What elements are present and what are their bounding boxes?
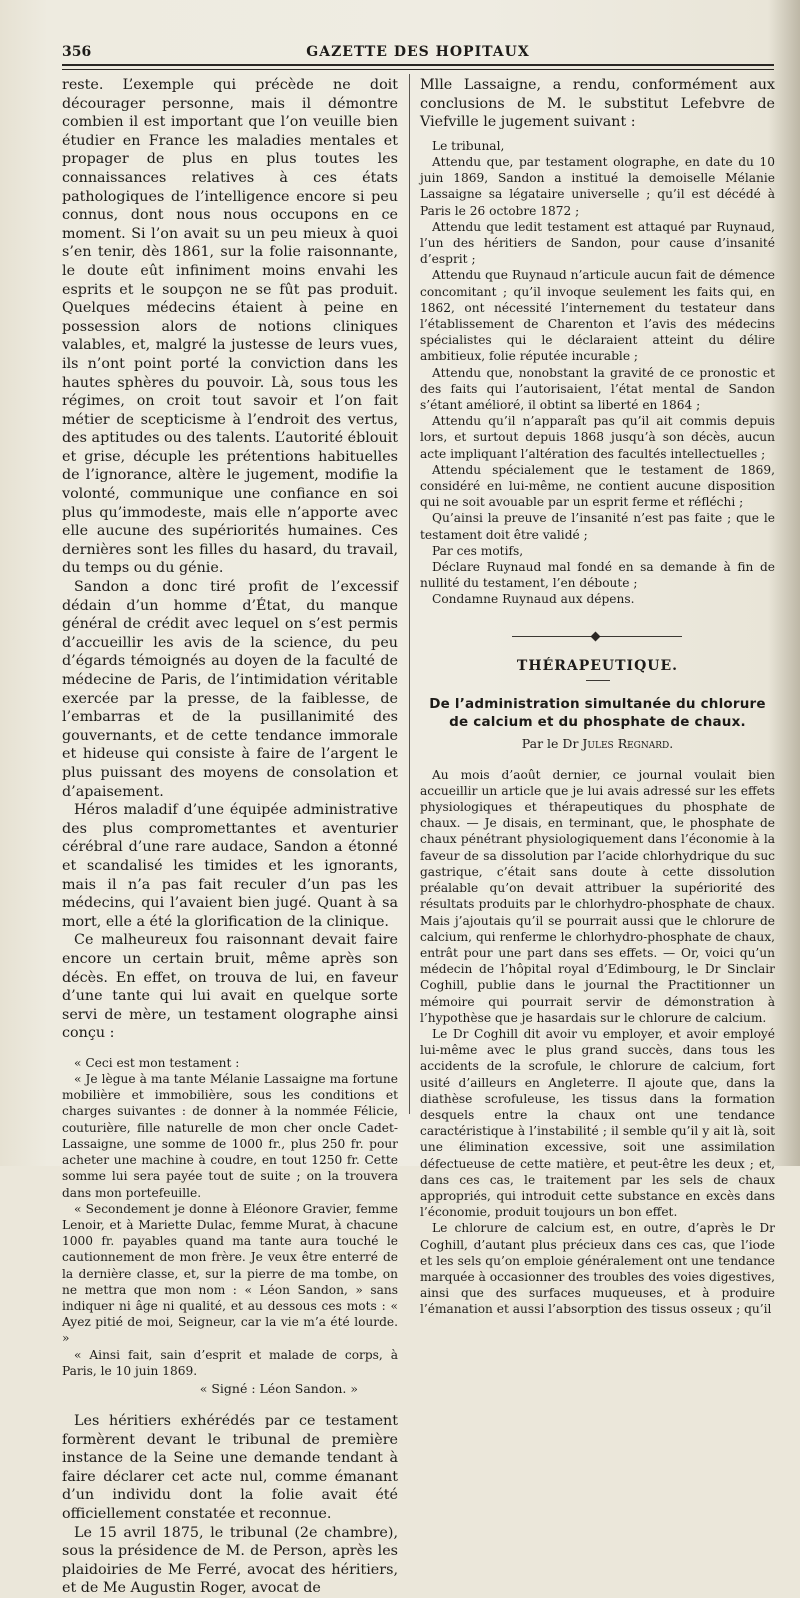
paragraph: Ce malheureux fou raisonnant devait faire encore un certain bruit, même après son décès. En effet, on trouva de lui, en faveur d’une tante qui lui avait en quelque sorte servi de mère, un testament olographe ainsi conçu : bbox=[62, 932, 398, 1042]
ornament-diamond-icon bbox=[591, 631, 601, 641]
testament-quote: « Ainsi fait, sain d’esprit et malade de corps, à Paris, le 10 juin 1869. bbox=[62, 1347, 398, 1378]
article-title: De l’administration simultanée du chlorure de calcium et du phosphate de chaux. bbox=[429, 695, 766, 730]
paragraph: Les héritiers exhérédés par ce testament formèrent devant le tribunal de première instance de la Seine une demande tendant à faire déclarer cet acte nul, comme émanant d’un individu dont la folie avait été officiellement constatée et reconnue. bbox=[62, 1412, 398, 1522]
paragraph: Le 15 avril 1875, le tribunal (2e chambre), sous la présidence de M. de Person, après les plaidoiries de Me Ferré, avocat des héritiers, et de Me Augustin Roger, avocat de bbox=[62, 1524, 398, 1597]
judgment-line: Attendu que, nonobstant la gravité de ce pronostic et des faits qui l’autorisaient, l’état mental de Sandon s’étant amélioré, il obtint sa liberté en 1864 ; bbox=[420, 365, 775, 413]
right-column bbox=[420, 76, 775, 1318]
left-column bbox=[62, 76, 398, 1598]
running-title: GAZETTE DES HOPITAUX bbox=[306, 44, 530, 60]
byline-prefix: Par le Dr bbox=[521, 735, 579, 751]
paragraph: Le chlorure de calcium est, en outre, d’après le Dr Coghill, d’autant plus précieux dans ces cas, que l’iode et les sels qu’on emploie généralement ont une tendance marquée à occasionner des troubles des voies digestives, ainsi que des surfaces muqueuses, et à produire l’émanation et aussi l’absorption des tissus osseux ; qu’il bbox=[420, 1221, 775, 1317]
column-divider bbox=[409, 74, 410, 1114]
section-title: THÉRAPEUTIQUE. bbox=[516, 657, 679, 674]
paragraph: reste. L’exemple qui précède ne doit décourager personne, mais il démontre combien il est important que l’on veuille bien étudier en France les maladies mentales et propager de plus en plus toutes les connaissances relatives à ces états pathologiques de l’intelligence encore si peu connus, dont nous nous occupons en ce moment. Si l’on avait su un peu mieux à quoi s’en tenir, dès 1861, sur la folie raisonnante, le doute eût infiniment moins envahi les esprits et le soupçon ne se fût pas produit. Quelques médecins étaient à peine en possession alors de notions cliniques valables, et, malgré la justesse de leurs vues, ils n’ont point porté la conviction dans les hautes sphères du pouvoir. Là, sous tous les régimes, on croit tout savoir et l’on fait métier de scepticisme à l’endroit des vertus, des aptitudes ou des talents. L’autorité éblouit et grise, décuple les prétentions habituelles de l’ignorance, altère le jugement, modifie la volonté, communique une confiance en soi plus qu’immodeste, mais elle n’apporte avec elle aucune des supériorités humaines. Ces dernières sont les filles du hasard, du travail, du temps ou du génie. bbox=[62, 77, 398, 577]
header-rule-thin bbox=[62, 69, 774, 70]
judgment-line: Attendu spécialement que le testament de 1869, considéré en lui-même, ne contient aucune disposition qui ne soit avouable par un esprit ferme et réfléchi ; bbox=[420, 462, 775, 510]
judgment-line: Attendu que Ruynaud n’articule aucun fait de démence concomitant ; qu’il invoque seulement les faits qui, en 1862, ont nécessité l’internement du testateur dans l’établissement de Charenton et l’avis des médecins spécialistes qui le déclaraient atteint du délire ambitieux, folie réputée incurable ; bbox=[420, 268, 775, 364]
judgment-line: Le tribunal, bbox=[432, 138, 505, 153]
testament-signature: « Signé : Léon Sandon. » bbox=[199, 1380, 358, 1396]
paragraph: Au mois d’août dernier, ce journal voulait bien accueillir un article que je lui avais adressé sur les effets physiologiques et thérapeutiques du phosphate de chaux. — Je disais, en terminant, que, le phosphate de chaux pénétrant physiologiquement dans l’économie à la faveur de sa dissolution par l’acide chlorhydrique du suc gastrique, c’était sans doute à cette dissolution préalable qu’on devait attribuer la supériorité des résultats produits par le chlorhydro-phosphate de chaux. Mais j’ajoutais qu’il se pourrait aussi que le chlorure de calcium, qui renferme le chlorhydro-phosphate de chaux, entrât pour une part dans ses effets. — Or, voici qu’un médecin de l’hôpital royal d’Edimbourg, le Dr Sinclair Coghill, publie dans le journal the Practitionner un mémoire qui pourrait servir de démonstration à l’hypothèse que je hasardais sur le chlorure de calcium. bbox=[420, 767, 775, 1025]
author-name: Jules Regnard. bbox=[582, 735, 674, 751]
testament-quote: « Je lègue à ma tante Mélanie Lassaigne ma fortune mobilière et immobilière, sous les conditions et charges suivantes : de donner à la nommée Félicie, couturière, fille naturelle de mon cher oncle Cadet-Lassaigne, une somme de 1000 fr., plus 250 fr. pour acheter une machine à coudre, en tout 1250 fr. Cette somme lui sera payée tout de suite ; on la trouvera dans mon portefeuille. bbox=[62, 1072, 398, 1200]
paragraph: Mlle Lassaigne, a rendu, conformément aux conclusions de M. le substitut Lefebvre de Viefville le jugement suivant : bbox=[420, 77, 775, 131]
page-number: 356 bbox=[62, 44, 92, 60]
testament-quote: « Ceci est mon testament : bbox=[74, 1055, 240, 1070]
judgment-line: Attendu qu’il n’apparaît pas qu’il ait commis depuis lors, et surtout depuis 1868 jusqu’à son décès, aucun acte impliquant l’altération des facultés intellectuelles ; bbox=[420, 414, 775, 461]
testament-quote: « Secondement je donne à Eléonore Gravier, femme Lenoir, et à Mariette Dulac, femme Murat, à chacune 1000 fr. payables quand ma tante aura touché le cautionnement de mon frère. Je veux être enterré de la dernière classe, et, sur la pierre de ma tombe, on ne mettra que mon nom : « Léon Sandon, » sans indiquer ni âge ni qualité, et au dessous ces mots : « Ayez pitié de moi, Seigneur, car la vie m’a été lourde. » bbox=[62, 1201, 398, 1346]
section-divider bbox=[420, 628, 775, 644]
paragraph: Héros maladif d’une équipée administrative des plus compromettantes et aventurier cérébral d’une rare audace, Sandon a étonné et scandalisé les timides et les ignorants, mais il n’a pas fait reculer d’un pas les médecins, qui l’avaient bien jugé. Quant à sa mort, elle a été la glorification de la clinique. bbox=[62, 802, 398, 930]
byline bbox=[420, 736, 775, 751]
judgment-line: Attendu que, par testament olographe, en date du 10 juin 1869, Sandon a institué la demoiselle Mélanie Lassaigne sa légataire universelle ; qu’il est décédé à Paris le 26 octobre 1872 ; bbox=[420, 154, 775, 218]
judgment-line: Par ces motifs, bbox=[432, 543, 524, 558]
page-header bbox=[62, 42, 774, 64]
header-rule bbox=[62, 64, 774, 66]
judgment-line: Qu’ainsi la preuve de l’insanité n’est pas faite ; que le testament doit être validé ; bbox=[420, 511, 775, 542]
paragraph: Sandon a donc tiré profit de l’excessif dédain d’un homme d’État, du manque général de crédit avec lequel on s’est permis d’accueillir les avis de la science, du peu d’égards témoignés au doyen de la faculté de médecine de Paris, de l’intimidation véritable exercée par la presse, de la faiblesse, de l’embarras et de la pusillanimité des gouvernants, et de cette tendance immorale et hideuse qui consiste à faire de l’argent le plus puissant des moyens de consolation et d’apaisement. bbox=[62, 579, 398, 800]
judgment-line: Attendu que ledit testament est attaqué par Ruynaud, l’un des héritiers de Sandon, pour cause d’insanité d’esprit ; bbox=[420, 219, 775, 267]
judgment-line: Déclare Ruynaud mal fondé en sa demande à fin de nullité du testament, l’en déboute ; bbox=[420, 560, 775, 591]
short-rule bbox=[586, 680, 610, 681]
paragraph: Le Dr Coghill dit avoir vu employer, et avoir employé lui-même avec le plus grand succès, dans tous les accidents de la scrofule, le chlorure de calcium, fort usité d’ailleurs en Angleterre. Il ajoute que, dans la diathèse scrofuleuse, les tissus dans la formation desquels entre la chaux ont une tendance caractéristique à l’instabilité ; il semble qu’il y ait là, soit une élimination excessive, soit une assimilation défectueuse de cette matière, et peut-être les deux ; et, dans ces cas, le traitement par les sels de chaux appropriés, qui introduit cette substance en excès dans l’économie, produit toujours un bon effet. bbox=[420, 1026, 775, 1220]
judgment-line: Condamne Ruynaud aux dépens. bbox=[432, 592, 635, 607]
